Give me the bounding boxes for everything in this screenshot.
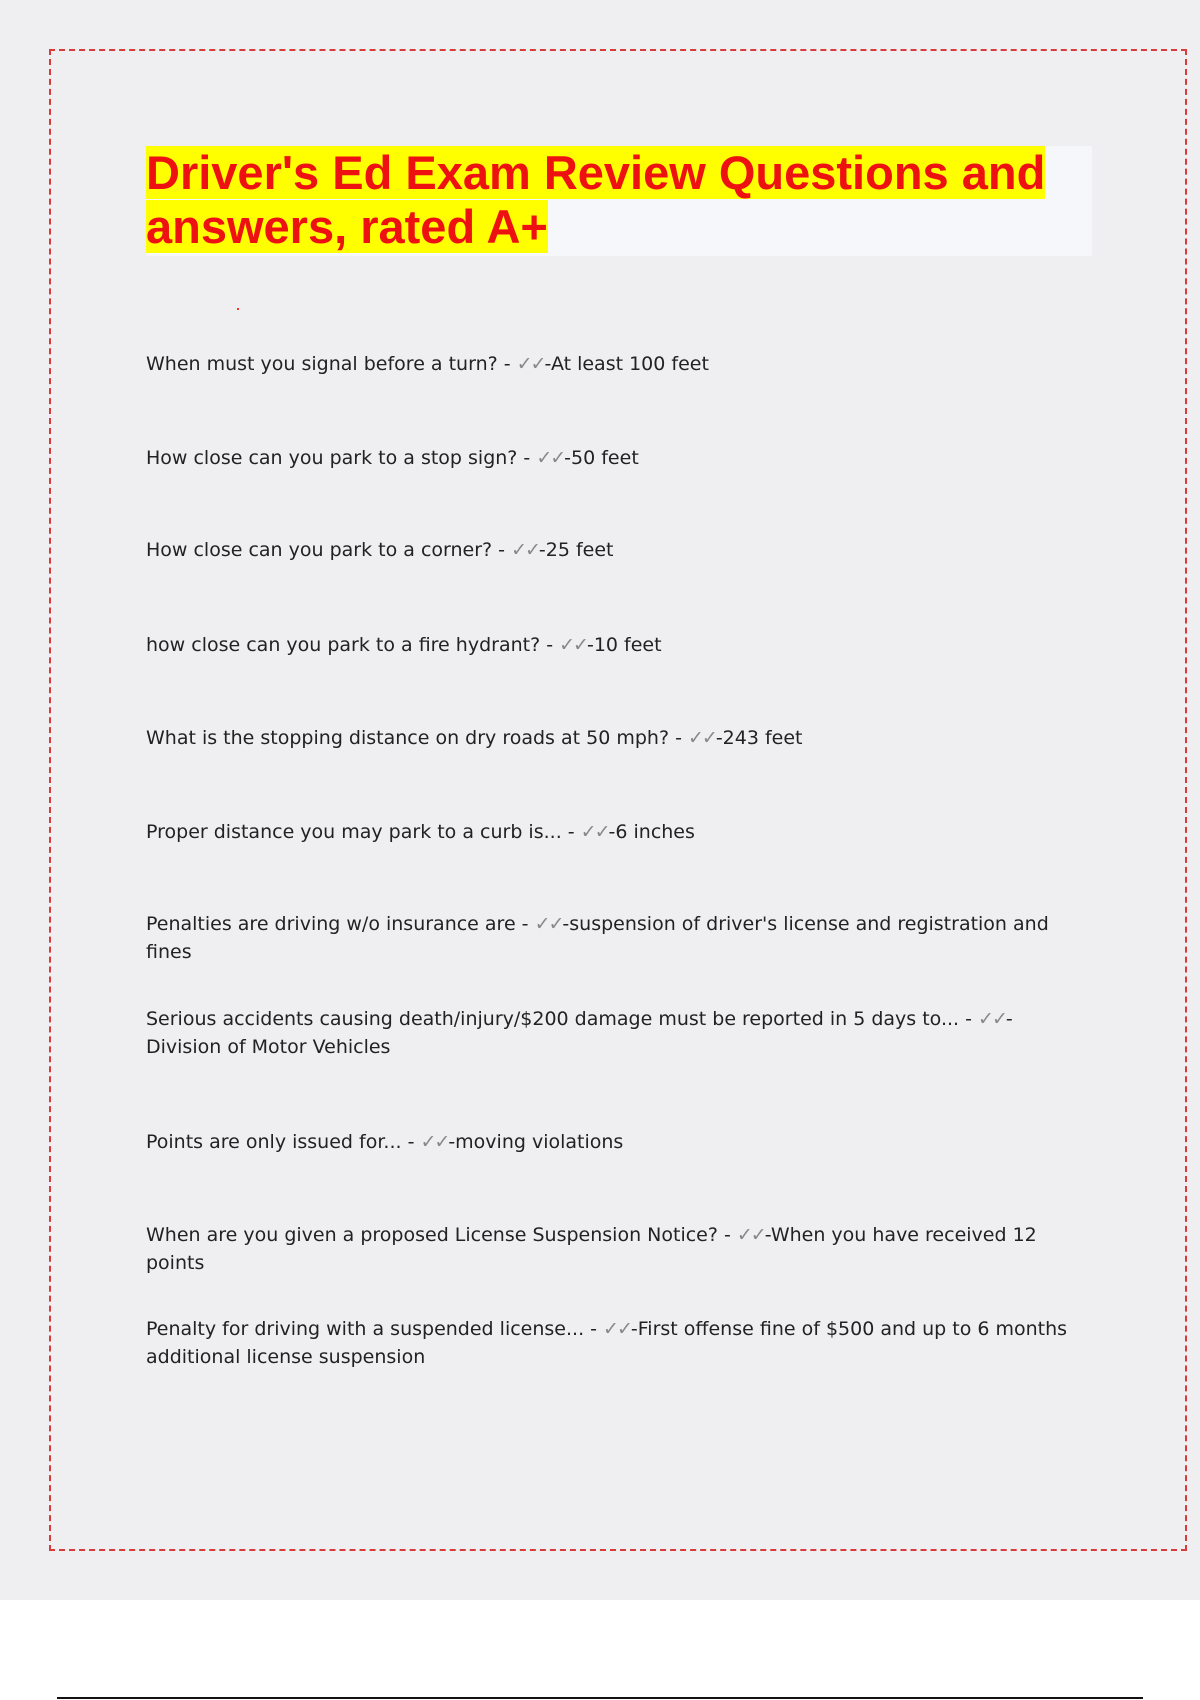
- separator: -: [540, 634, 560, 656]
- answer-prefix: -: [544, 353, 551, 375]
- answer-prefix: -: [630, 1318, 638, 1340]
- qa-item: [146, 1221, 1086, 1277]
- question-text: Penalties are driving w/o insurance are: [146, 913, 516, 935]
- title-highlight: Driver's Ed Exam Review Questions and answers, rated A+: [146, 146, 1046, 253]
- separator: -: [492, 539, 512, 561]
- stray-dot: [237, 308, 239, 310]
- qa-item: [146, 1128, 1086, 1156]
- answer-text: 50 feet: [571, 447, 639, 469]
- double-check-icon: ✓✓: [978, 1008, 1006, 1030]
- answer-prefix: -: [538, 539, 546, 561]
- qa-item: [146, 1005, 1086, 1061]
- answer-prefix: -: [764, 1224, 771, 1246]
- question-text: How close can you park to a corner?: [146, 539, 493, 561]
- answer-prefix: -: [1005, 1008, 1013, 1030]
- answer-text: Division of Motor Vehicles: [146, 1036, 391, 1058]
- answer-prefix: -: [715, 727, 723, 749]
- answer-text: At least 100 feet: [550, 353, 709, 375]
- separator: -: [669, 727, 688, 749]
- qa-item: [146, 910, 1086, 966]
- double-check-icon: ✓✓: [580, 821, 609, 843]
- question-text: Serious accidents causing death/injury/$200 damage must be reported in 5 days to...: [146, 1008, 960, 1030]
- answer-text: First offense fine of $500 and up to 6 months additional license suspension: [146, 1318, 1068, 1368]
- question-text: When are you given a proposed License Suspension Notice?: [146, 1224, 718, 1246]
- double-check-icon: ✓✓: [534, 913, 563, 935]
- answer-prefix: -: [608, 821, 616, 843]
- answer-text: 243 feet: [722, 727, 803, 749]
- question-text: What is the stopping distance on dry roads at 50 mph?: [146, 727, 670, 749]
- qa-item: [146, 818, 1086, 846]
- answer-prefix: -: [448, 1131, 456, 1153]
- double-check-icon: ✓✓: [736, 1224, 765, 1246]
- answer-prefix: -: [586, 634, 594, 656]
- answer-text: 6 inches: [615, 821, 695, 843]
- separator: -: [517, 447, 537, 469]
- qa-item: [146, 1315, 1086, 1371]
- title-box: [146, 146, 1092, 256]
- separator: -: [497, 353, 517, 375]
- answer-text: suspension of driver's license and registration and fines: [146, 913, 1049, 963]
- double-check-icon: ✓✓: [516, 353, 545, 375]
- separator: -: [959, 1008, 979, 1030]
- bottom-rule: [57, 1697, 1143, 1699]
- document-title: [146, 146, 1092, 254]
- separator: -: [584, 1318, 604, 1340]
- double-check-icon: ✓✓: [536, 447, 565, 469]
- double-check-icon: ✓✓: [603, 1318, 631, 1340]
- answer-text: When you have received 12 points: [146, 1224, 1037, 1274]
- separator: -: [515, 913, 535, 935]
- answer-text: moving violations: [455, 1131, 624, 1153]
- qa-item: [146, 724, 1086, 752]
- question-text: How close can you park to a stop sign?: [146, 447, 518, 469]
- question-text: how close can you park to a fire hydrant?: [146, 634, 541, 656]
- separator: -: [401, 1131, 421, 1153]
- qa-item: [146, 444, 1086, 472]
- question-text: Penalty for driving with a suspended license...: [146, 1318, 585, 1340]
- answer-text: 25 feet: [545, 539, 614, 561]
- qa-item: [146, 631, 1086, 659]
- question-text: When must you signal before a turn?: [146, 353, 498, 375]
- separator: -: [717, 1224, 737, 1246]
- double-check-icon: ✓✓: [687, 727, 716, 749]
- double-check-icon: ✓✓: [420, 1131, 449, 1153]
- answer-prefix: -: [562, 913, 570, 935]
- qa-item: [146, 536, 1086, 564]
- separator: -: [561, 821, 581, 843]
- double-check-icon: ✓✓: [511, 539, 539, 561]
- answer-text: 10 feet: [593, 634, 662, 656]
- qa-item: [146, 350, 1086, 378]
- answer-prefix: -: [564, 447, 572, 469]
- double-check-icon: ✓✓: [559, 634, 587, 656]
- question-text: Points are only issued for...: [146, 1131, 402, 1153]
- question-text: Proper distance you may park to a curb is...: [146, 821, 562, 843]
